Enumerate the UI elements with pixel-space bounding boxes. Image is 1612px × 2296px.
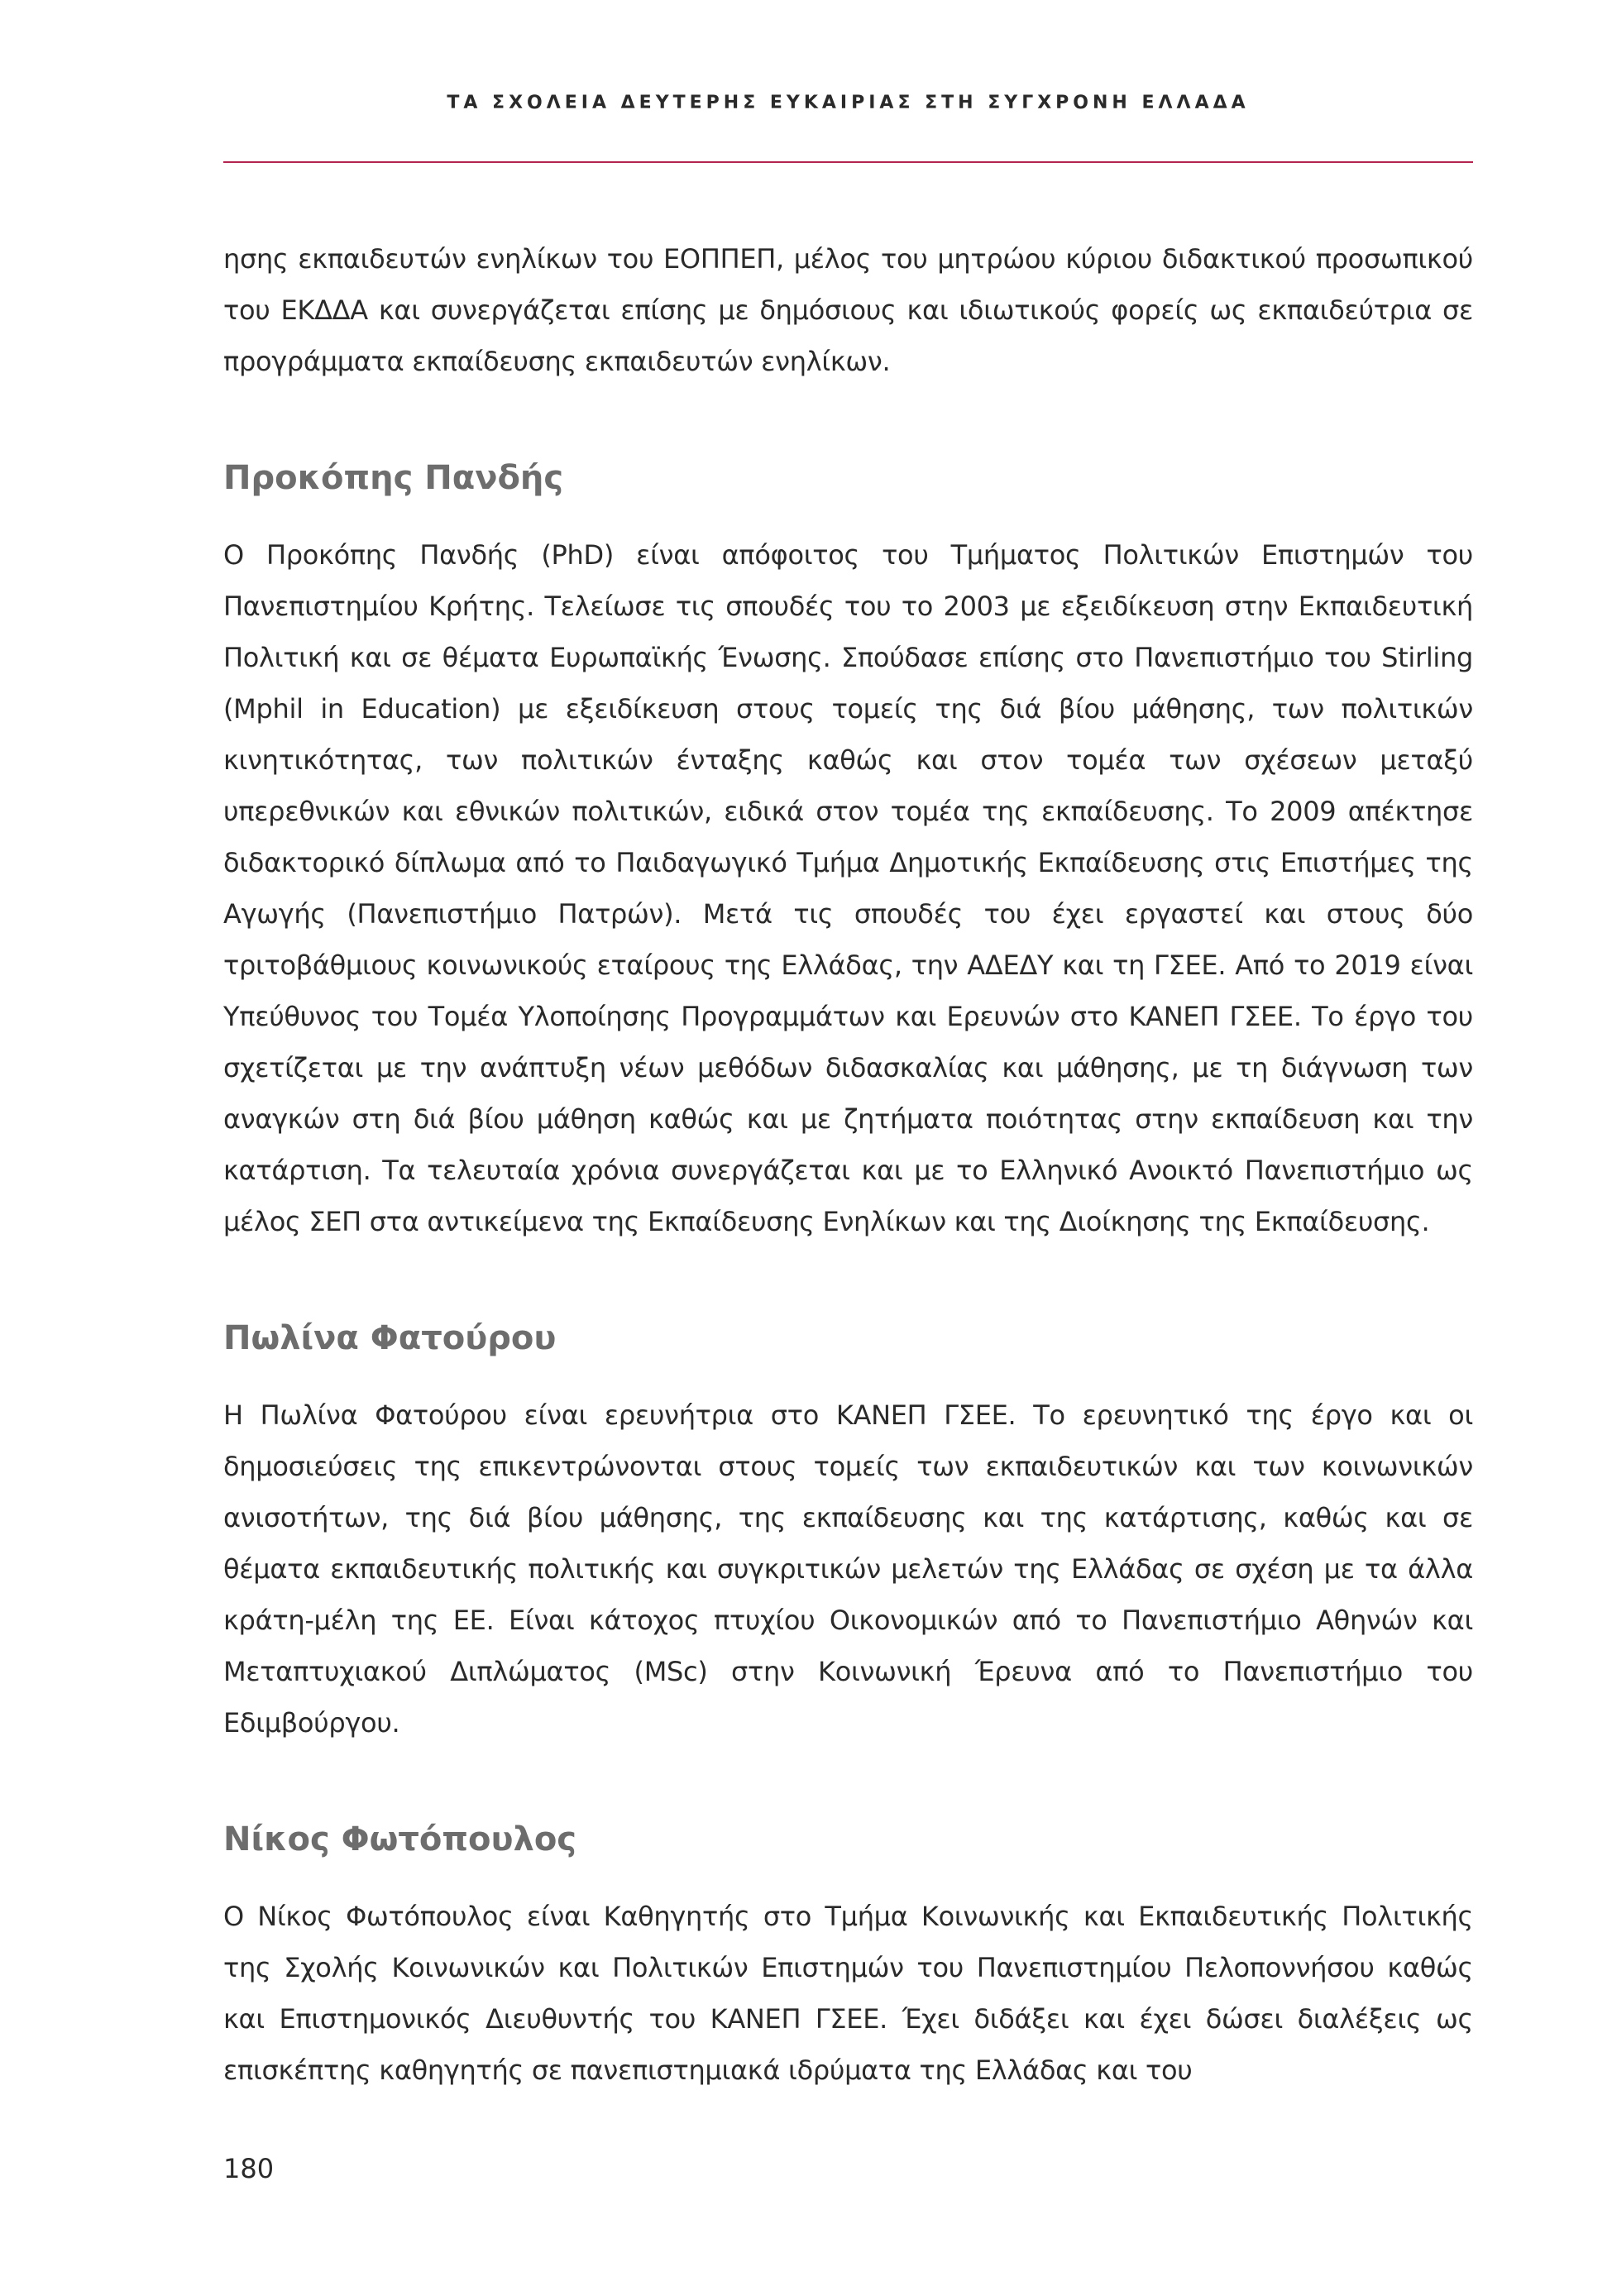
bio-paragraph-fatourou: Η Πωλίνα Φατούρου είναι ερευνήτρια στο ΚΑΝΕΠ ΓΣΕΕ. Το ερευνητικό της έργο και οι δημοσιεύσεις της επικεντρώνονται στους τομείς των εκπαιδευτικών και των κοινωνικών ανισοτήτων, της διά βίου μάθησης, της εκπαίδευσης και της κατάρτισης, καθώς και σε θέματα εκπαιδευτικής πολιτικής και συγκριτικών μελετών της Ελλάδας σε σχέση με τα άλλα κράτη-μέλη της ΕΕ. Είναι κάτοχος πτυχίου Οικονομικών από το Πανεπιστήμιο Αθηνών και Μεταπτυχιακού Διπλώματος (MSc) στην Κοινωνική Έρευνα από το Πανεπιστήμιο του Εδιμβούργου. <box>223 1399 1473 1739</box>
intro-paragraph: ησης εκπαιδευτών ενηλίκων του ΕΟΠΠΕΠ, μέλος του μητρώου κύριου διδακτικού προσωπικού του ΕΚΔΔΑ και συνεργάζεται επίσης με δημόσιους και ιδιωτικούς φορείς ως εκπαιδεύτρια σε προγράμματα εκπαίδευσης εκπαιδευτών ενηλίκων. <box>223 243 1473 377</box>
page-number: 180 <box>223 2153 275 2184</box>
page-body <box>223 233 1473 2096</box>
bio-paragraph-pandis: Ο Προκόπης Πανδής (PhD) είναι απόφοιτος του Τμήματος Πολιτικών Επιστημών του Πανεπιστημίου Κρήτης. Τελείωσε τις σπουδές του το 2003 με εξειδίκευση στην Εκπαιδευτική Πολιτική και σε θέματα Ευρωπαϊκής Ένωσης. Σπούδασε επίσης στο Πανεπιστήμιο του Stirling (Mphil in Education) με εξειδίκευση στους τομείς της διά βίου μάθησης, των πολιτικών κινητικότητας, των πολιτικών ένταξης καθώς και στον τομέα των σχέσεων μεταξύ υπερεθνικών και εθνικών πολιτικών, ειδικά στον τομέα της εκπαίδευσης. Το 2009 απέκτησε διδακτορικό δίπλωμα από το Παιδαγωγικό Τμήμα Δημοτικής Εκπαίδευσης στις Επιστήμες της Αγωγής (Πανεπιστήμιο Πατρών). Μετά τις σπουδές του έχει εργαστεί και στους δύο τριτοβάθμιους κοινωνικούς εταίρους της Ελλάδας, την ΑΔΕΔΥ και τη ΓΣΕΕ. Από το 2019 είναι Υπεύθυνος του Τομέα Υλοποίησης Προγραμμάτων και Ερευνών στο ΚΑΝΕΠ ΓΣΕΕ. Το έργο του σχετίζεται με την ανάπτυξη νέων μεθόδων διδασκαλίας και μάθησης, με τη διάγνωση των αναγκών στη διά βίου μάθηση καθώς και με ζητήματα ποιότητας στην εκπαίδευση και την κατάρτιση. Τα τελευταία χρόνια συνεργάζεται και με το Ελληνικό Ανοικτό Πανεπιστήμιο ως μέλος ΣΕΠ στα αντικείμενα της Εκπαίδευσης Ενηλίκων και της Διοίκησης της Εκπαίδευσης. <box>223 539 1473 1237</box>
section-heading-fotopoulos: Νίκος Φωτόπουλος <box>223 1820 577 1858</box>
section-heading-pandis: Προκόπης Πανδής <box>223 459 564 497</box>
running-header-title: ΤΑ ΣΧΟΛΕΙΑ ΔΕΥΤΕΡΗΣ ΕΥΚΑΙΡΙΑΣ ΣΤΗ ΣΥΓΧΡΟΝΗ ΕΛΛΑΔΑ <box>447 93 1250 113</box>
section-heading-fatourou: Πωλίνα Φατούρου <box>223 1319 557 1357</box>
header-divider <box>223 161 1473 163</box>
bio-paragraph-fotopoulos: Ο Νίκος Φωτόπουλος είναι Καθηγητής στο Τμήμα Κοινωνικής και Εκπαιδευτικής Πολιτικής της Σχολής Κοινωνικών και Πολιτικών Επιστημών του Πανεπιστημίου Πελοποννήσου καθώς και Επιστημονικός Διευθυντής του ΚΑΝΕΠ ΓΣΕΕ. Έχει διδάξει και έχει δώσει διαλέξεις ως επισκέπτης καθηγητής σε πανεπιστημιακά ιδρύματα της Ελλάδας και του <box>223 1901 1473 2086</box>
